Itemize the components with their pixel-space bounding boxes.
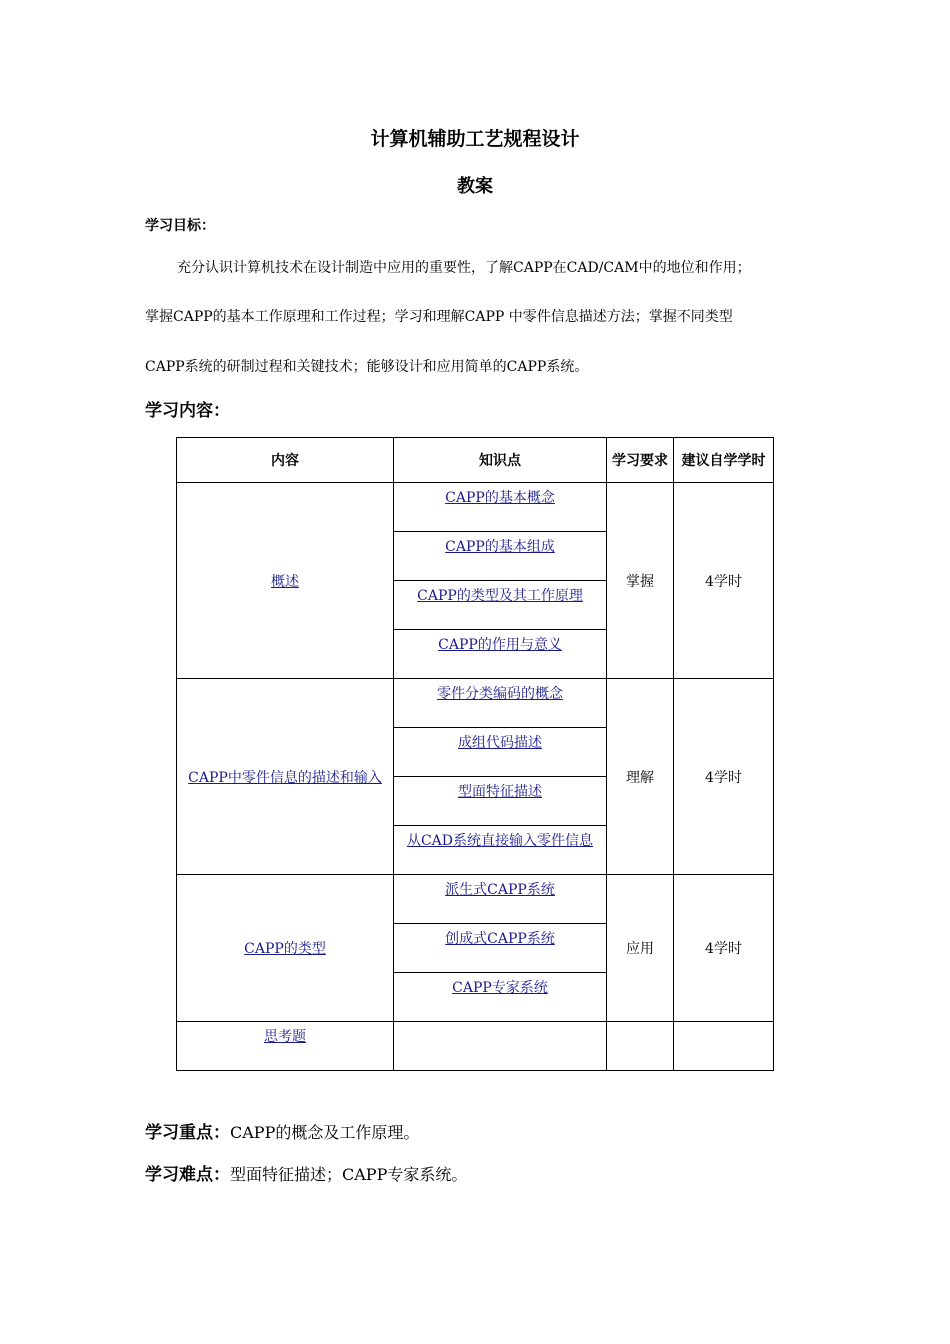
hours-cell: 4学时	[674, 679, 774, 875]
point-cell	[394, 483, 607, 532]
topic-link-questions[interactable]: 思考题	[264, 1029, 306, 1045]
topic-cell	[177, 875, 394, 1022]
column-header-points: 知识点	[394, 438, 607, 483]
document-title: 计算机辅助工艺规程设计	[370, 128, 580, 150]
point-link[interactable]: 型面特征描述	[458, 784, 542, 800]
table-header-row	[177, 438, 774, 483]
goals-line-3: CAPP系统的研制过程和关键技术；能够设计和应用简单的CAPP系统。	[145, 359, 589, 375]
point-link[interactable]: CAPP的作用与意义	[438, 637, 562, 653]
point-link[interactable]: CAPP的类型及其工作原理	[417, 588, 583, 604]
column-header-hours: 建议自学学时	[674, 438, 774, 483]
goals-line-2: 掌握CAPP的基本工作原理和工作过程；学习和理解CAPP 中零件信息描述方法；掌握不同类型	[145, 309, 733, 325]
content-heading: 学习内容：	[145, 401, 230, 421]
point-cell	[394, 826, 607, 875]
point-link[interactable]: CAPP专家系统	[452, 980, 548, 996]
point-cell	[394, 728, 607, 777]
column-header-requirement: 学习要求	[607, 438, 674, 483]
point-cell	[394, 875, 607, 924]
topic-link-overview[interactable]: 概述	[271, 573, 299, 590]
point-link[interactable]: 从CAD系统直接输入零件信息	[406, 833, 594, 849]
topic-link-part-info[interactable]: CAPP中零件信息的描述和输入	[188, 769, 382, 786]
point-cell	[394, 532, 607, 581]
point-link[interactable]: CAPP的基本概念	[445, 490, 555, 506]
point-link[interactable]: 成组代码描述	[458, 735, 542, 751]
empty-cell	[394, 1022, 607, 1071]
table-row	[177, 875, 774, 924]
focus-text: CAPP的概念及工作原理。	[230, 1123, 420, 1142]
point-cell	[394, 973, 607, 1022]
column-header-content: 内容	[177, 438, 394, 483]
goals-line-1: 充分认识计算机技术在设计制造中应用的重要性，了解CAPP在CAD/CAM中的地位和作用；	[177, 260, 751, 276]
point-link[interactable]: 派生式CAPP系统	[445, 882, 555, 898]
table-row	[177, 679, 774, 728]
focus-line	[145, 1118, 419, 1143]
point-link[interactable]: 创成式CAPP系统	[445, 931, 555, 947]
empty-cell	[674, 1022, 774, 1071]
point-cell	[394, 679, 607, 728]
difficulty-line	[145, 1160, 467, 1185]
table-row	[177, 483, 774, 532]
requirement-cell: 理解	[607, 679, 674, 875]
requirement-cell: 掌握	[607, 483, 674, 679]
empty-cell	[607, 1022, 674, 1071]
goals-heading: 学习目标：	[145, 218, 215, 234]
topic-cell	[177, 679, 394, 875]
hours-cell: 4学时	[674, 483, 774, 679]
point-cell	[394, 924, 607, 973]
difficulty-text: 型面特征描述；CAPP专家系统。	[230, 1165, 468, 1184]
table-row	[177, 1022, 774, 1071]
point-cell	[394, 777, 607, 826]
point-cell	[394, 581, 607, 630]
document-subtitle: 教案	[457, 176, 493, 197]
topic-cell	[177, 1022, 394, 1071]
hours-cell: 4学时	[674, 875, 774, 1022]
topic-link-capp-types[interactable]: CAPP的类型	[244, 941, 326, 957]
study-plan-table	[176, 437, 774, 1071]
focus-label: 学习重点：	[145, 1123, 230, 1143]
point-cell	[394, 630, 607, 679]
difficulty-label: 学习难点：	[145, 1165, 230, 1185]
point-link[interactable]: 零件分类编码的概念	[437, 686, 563, 702]
point-link[interactable]: CAPP的基本组成	[445, 539, 555, 555]
requirement-cell: 应用	[607, 875, 674, 1022]
topic-cell	[177, 483, 394, 679]
